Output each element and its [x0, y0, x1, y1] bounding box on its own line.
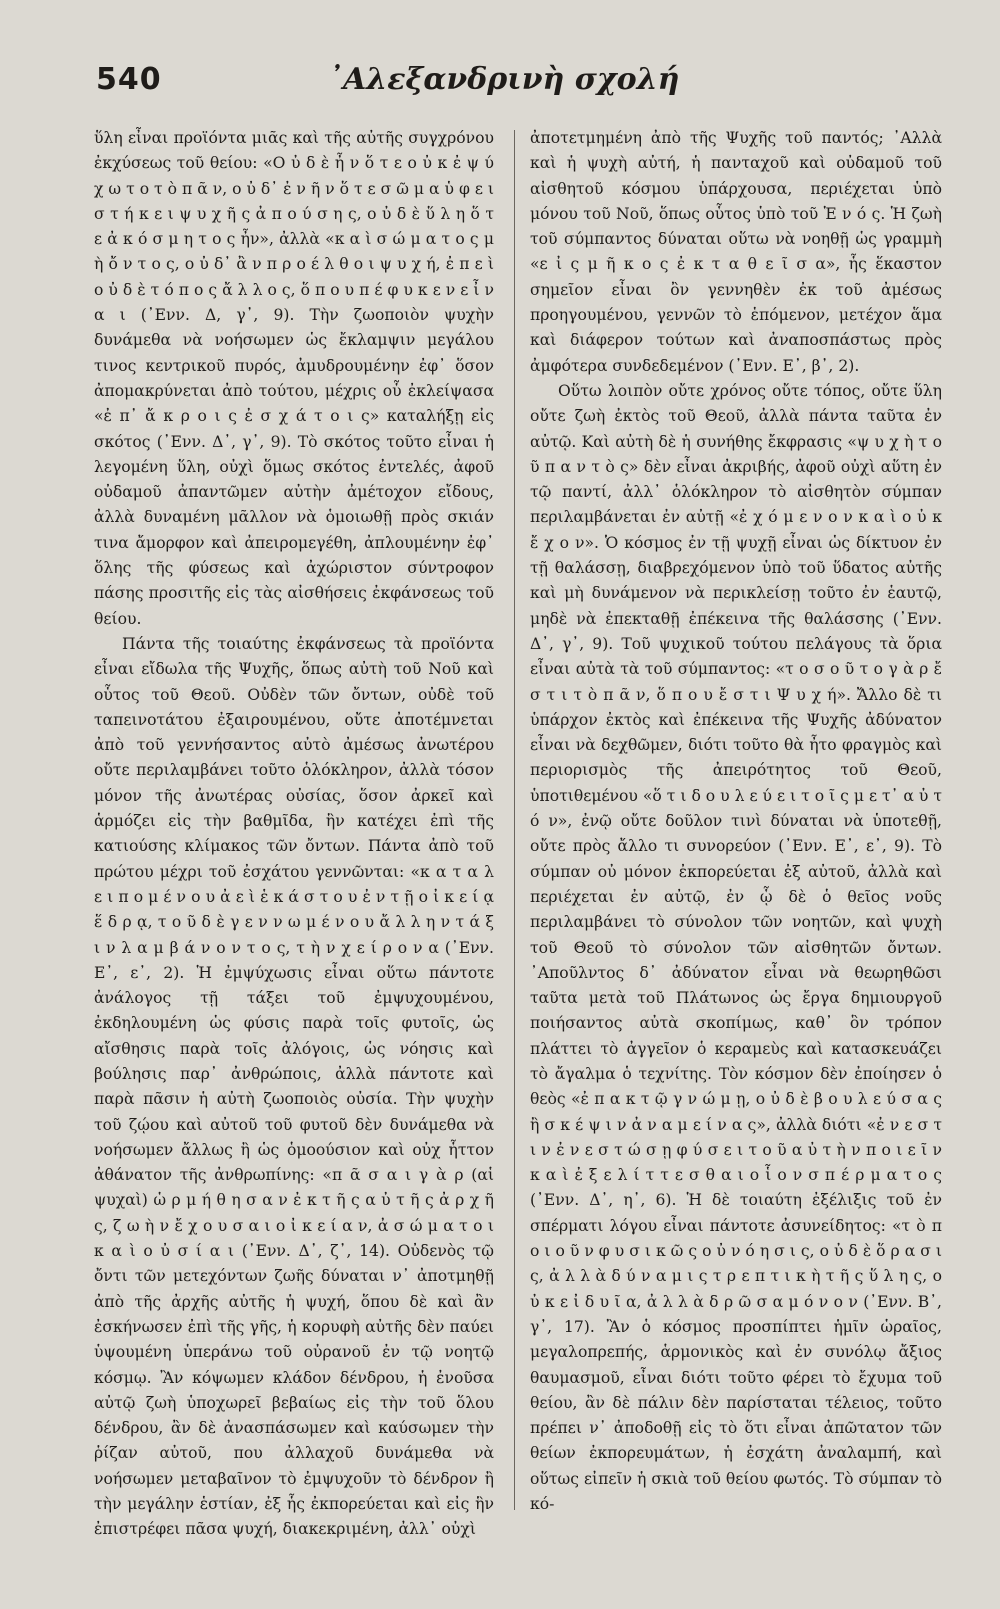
running-head: ᾽Αλεξανδρινὴ σχολή	[328, 62, 680, 97]
right-paragraph-2: Οὕτω λοιπὸν οὔτε χρόνος οὔτε τόπος, οὔτε ὕλη οὔτε ζωὴ ἐκτὸς τοῦ Θεοῦ, ἀλλὰ πάντα ταῦτα ἐν αὐτῷ. Καὶ αὐτὴ δὲ ἡ συνήθης ἔκφρασις «ψ υ χ ὴ τ ο ῦ π α ν τ ὸ ς» δὲν εἶναι ἀκριβής, ἀφοῦ οὐχὶ αὕτη ἐν τῷ παντί, ἀλλ᾽ ὁλόκληρον τὸ αἰσθητὸν σύμπαν περιλαμβάνεται ἐν αὐτῇ «ἐ χ ό μ ε ν ο ν κ α ὶ ο ὐ κ ἔ χ ο ν». Ὁ κόσμος ἐν τῇ ψυχῇ εἶναι ὡς δίκτυον ἐν τῇ θαλάσσῃ, διαβρεχόμενον ὑπὸ τοῦ ὕδατος αὐτῆς καὶ μὴ δυνάμενον νὰ περικλείσῃ τοῦτο ἐν ἑαυτῷ, μηδὲ νὰ ἐπεκταθῇ ἐπέκεινα τῆς θαλάσσης (᾽Ενν. Δ᾽, γ᾽, 9). Τοῦ ψυχικοῦ τούτου πελάγους τὰ ὅρια εἶναι αὐτὰ τὰ τοῦ σύμπαντος: «τ ο σ ο ῦ τ ο γ ὰ ρ ἔ σ τ ι τ ὸ π ᾶ ν, ὅ π ο υ ἔ σ τ ι Ψ υ χ ή». Ἄλλο δὲ τι ὑπάρχον ἐκτὸς καὶ ἐπέκεινα τῆς Ψυχῆς ἀδύνατον εἶναι νὰ δεχθῶμεν, διότι τοῦτο θὰ ἦτο φραγμὸς καὶ περιορισμὸς τῆς ἀπειρότητος τοῦ Θεοῦ, ὑποτιθεμένου «ὅ τ ι δ ο υ λ ε ύ ε ι τ ο ῖ ς μ ε τ᾽ α ὐ τ ό ν», ἐνῷ οὔτε δοῦλον τινὶ δύναται νὰ ὑποτεθῇ, οὔτε πρὸς ἄλλο τι συνορεύον (᾽Ενν. Ε᾽, ε᾽, 9). Τὸ σύμπαν οὐ μόνον ἐκπορεύεται ἐξ αὐτοῦ, ἀλλὰ καὶ περιέχεται ἐν αὐτῷ, ἐν ᾧ δὲ ὁ θεῖος νοῦς περιλαμβάνει τὸ σύνολον τῶν νοητῶν, καὶ ψυχὴ τοῦ Θεοῦ τὸ σύνολον τῶν αἰσθητῶν ὄντων. ᾽Αποῦλντος δ᾽ ἀδύνατον εἶναι νὰ θεωρηθῶσι ταῦτα μετὰ τοῦ Πλάτωνος ὡς ἔργα δημιουργοῦ ποιήσαντος αὐτὰ σκοπίμως, καθ᾽ ὃν τρόπον πλάττει τὸ ἀγγεῖον ὁ κεραμεὺς καὶ κατασκευάζει τὸ ἄγαλμα ὁ τεχνίτης. Τὸν κόσμον δὲν ἐποίησεν ὁ θεὸς «ἐ π α κ τ ῷ γ ν ώ μ ῃ, ο ὐ δ ὲ β ο υ λ ε ύ σ α ς ἢ σ κ έ ψ ι ν ἀ ν α μ ε ί ν α ς», ἀλλὰ διότι «ἐ ν ε σ τ ι ν ἐ ν ε σ τ ώ σ ῃ φ ύ σ ε ι τ ο ῦ α ὐ τ ὴ ν π ο ι ε ῖ ν κ α ὶ ἐ ξ ε λ ί τ τ ε σ θ α ι ο ἷ ο ν σ π έ ρ μ α τ ο ς (᾽Ενν. Δ᾽, η᾽, 6). Ἡ δὲ τοιαύτη ἐξέλιξις τοῦ ἐν σπέρματι λόγου εἶναι πάντοτε ἀσυνείδητος: «τ ὸ π ο ι ο ῦ ν φ υ σ ι κ ῶ ς ο ὐ ν ό η σ ι ς, ο ὐ δ ὲ ὅ ρ α σ ι ς, ἀ λ λ ὰ δ ύ ν α μ ι ς τ ρ ε π τ ι κ ὴ τ ῆ ς ὕ λ η ς, ο ὐ κ ε ἰ δ υ ῖ α, ἀ λ λ ὰ δ ρ ῶ σ α μ ό ν ο ν (᾽Ενν. Β᾽, γ᾽, 17). Ἂν ὁ κόσμος προσπίπτει ἡμῖν ὡραῖος, μεγαλοπρεπής, ἁρμονικὸς καὶ ἐν συνόλῳ ἄξιος θαυμασμοῦ, εἶναι διότι τοῦτο φέρει τὸ ἔχυμα τοῦ θείου, ἂν δὲ πάλιν δὲν παρίσταται τέλειος, τοῦτο πρέπει ν᾽ ἀποδοθῇ εἰς τὸ ὅτι εἶναι ἀπῶτατον τῶν θείων ἐκπορευμάτων, ἡ ἐσχάτη ἀναλαμπή, καὶ οὕτως εἰπεῖν ἡ σκιὰ τοῦ θείου φωτός. Τὸ σύμπαν τὸ κό-	[530, 381, 942, 1514]
right-paragraph-1: ἀποτετμημένη ἀπὸ τῆς Ψυχῆς τοῦ παντός; ᾽Αλλὰ καὶ ἡ ψυχὴ αὐτή, ἡ πανταχοῦ καὶ οὐδαμοῦ τοῦ αἰσθητοῦ κόσμου ὑπάρχουσα, περιέχεται ὑπὸ μόνου τοῦ Νοῦ, ὅπως οὗτος ὑπὸ τοῦ Ἑ ν ό ς. Ἡ ζωὴ τοῦ σύμπαντος δύναται οὕτω νὰ νοηθῇ ὡς γραμμὴ «ε ἰ ς μ ῆ κ ο ς ἐ κ τ α θ ε ῖ σ α», ἧς ἕκαστον σημεῖον εἶναι ὂν γεννηθὲν ἐκ τοῦ ἀμέσως προηγουμένου, γεννῶν τὸ ἑπόμενον, μετέχον ἅμα καὶ διάφερον τούτων καὶ ἀναποσπάστως πρὸς ἀμφότερα συνδεδεμένον (᾽Ενν. Ε᾽, β᾽, 2).	[530, 129, 942, 375]
column-divider	[514, 130, 515, 1510]
left-paragraph-1: ὕλη εἶναι προϊόντα μιᾶς καὶ τῆς αὐτῆς συγχρόνου ἐκχύσεως τοῦ θείου: «Ο ὐ δ ὲ ἦ ν ὅ τ ε ο ὐ κ ἐ ψ ύ χ ω τ ο τ ὸ π ᾶ ν, ο ὐ δ᾽ ἐ ν ῆ ν ὅ τ ε σ ῶ μ α ὑ φ ε ι σ τ ή κ ε ι ψ υ χ ῆ ς ἀ π ο ύ σ η ς, ο ὐ δ ὲ ὕ λ η ὅ τ ε ἀ κ ό σ μ η τ ο ς ἦν», ἀλλὰ «κ α ὶ σ ώ μ α τ ο ς μ ὴ ὄ ν τ ο ς, ο ὐ δ᾽ ἂ ν π ρ ο έ λ θ ο ι ψ υ χ ή, ἐ π ε ὶ ο ὐ δ ὲ τ ό π ο ς ἄ λ λ ο ς, ὅ π ο υ π έ φ υ κ ε ν ε ἶ ν α ι (᾽Ενν. Δ, γ᾽, 9). Τὴν ζωοποιὸν ψυχὴν δυνάμεθα νὰ νοήσωμεν ὡς ἔκλαμψιν μεγάλου τινος κεντρικοῦ πυρός, ἀμυδρουμένην ἐφ᾽ ὅσον ἀπομακρύνεται ἀπὸ τούτου, μέχρις οὗ ἐκλείψασα «ἐ π᾽ ἄ κ ρ ο ι ς ἐ σ χ ά τ ο ι ς» καταλήξῃ εἰς σκότος (᾽Ενν. Δ᾽, γ᾽, 9). Τὸ σκότος τοῦτο εἶναι ἡ λεγομένη ὕλη, οὐχὶ ὅμως σκότος ἐντελές, ἀφοῦ οὐδαμοῦ ἀπαντῶμεν αὐτὴν ἀμέτοχον εἴδους, ἀλλὰ δυναμένη μᾶλλον νὰ ὁμοιωθῇ πρὸς σκιάν τινα ἄμορφον καὶ ἀπειρομεγέθη, ἀπλουμένην ἐφ᾽ ὅλης τῆς φύσεως καὶ ἀχώριστον σύντροφον πάσης προσιτῆς εἰς τὰς αἰσθήσεις ἐκφάνσεως τοῦ θείου.	[94, 129, 494, 628]
left-paragraph-2: Πάντα τῆς τοιαύτης ἐκφάνσεως τὰ προϊόντα εἶναι εἴδωλα τῆς Ψυχῆς, ὅπως αὐτὴ τοῦ Νοῦ καὶ οὗτος τοῦ Θεοῦ. Οὐδὲν τῶν ὄντων, οὐδὲ τοῦ ταπεινοτάτου ἐξαιρουμένου, οὔτε ἀποτέμνεται ἀπὸ τοῦ γεννήσαντος αὐτὸ ἀμέσως ἀνωτέρου οὔτε περιλαμβάνει τοῦτο ὁλόκληρον, ἀλλὰ τόσον μόνον τῆς ἀνωτέρας οὐσίας, ὅσον ἀρκεῖ καὶ ἁρμόζει εἰς τὴν βαθμῖδα, ἣν κατέχει ἐπὶ τῆς κατιούσης κλίμακος τῶν ὄντων. Πάντα ἀπὸ τοῦ πρώτου μέχρι τοῦ ἐσχάτου γεννῶνται: «κ α τ α λ ε ι π ο μ έ ν ο υ ἀ ε ὶ ἑ κ ά σ τ ο υ ἐ ν τ ῇ ο ἰ κ ε ί ᾳ ἕ δ ρ ᾳ, τ ο ῦ δ ὲ γ ε ν ν ω μ έ ν ο υ ἄ λ λ η ν τ ά ξ ι ν λ α μ β ά ν ο ν τ ο ς, τ ὴ ν χ ε ί ρ ο ν α (᾽Ενν. Ε᾽, ε᾽, 2). Ἡ ἐμψύχωσις εἶναι οὕτω πάντοτε ἀνάλογος τῇ τάξει τοῦ ἐμψυχουμένου, ἐκδηλουμένη ὡς φύσις παρὰ τοῖς φυτοῖς, ὡς αἴσθησις παρὰ τοῖς ἀλόγοις, ὡς νόησις καὶ βούλησις παρ᾽ ἀνθρώποις, ἀλλὰ πάντοτε καὶ παρὰ πᾶσιν ἡ αὐτὴ ζωοποιὸς οὐσία. Τὴν ψυχὴν τοῦ ζῴου καὶ αὐτοῦ τοῦ φυτοῦ δὲν δυνάμεθα νὰ νοήσωμεν ἄλλως ἢ ὡς ὁμοούσιον καὶ οὐχ ἧττον ἀθάνατον τῆς ἀνθρωπίνης: «π ᾶ σ α ι γ ὰ ρ (αἱ ψυχαὶ) ὡ ρ μ ή θ η σ α ν ἐ κ τ ῆ ς α ὐ τ ῆ ς ἀ ρ χ ῆ ς, ζ ω ὴ ν ἔ χ ο υ σ α ι ο ἰ κ ε ί α ν, ἀ σ ώ μ α τ ο ι κ α ὶ ο ὐ σ ί α ι (᾽Ενν. Δ᾽, ζ᾽, 14). Οὐδενὸς τῷ ὄντι τῶν μετεχόντων ζωῆς δύναται ν᾽ ἀποτμηθῇ ἀπὸ τῆς ἀρχῆς αὐτῆς ἡ ψυχή, ὅπου δὲ καὶ ἂν ἐσκήνωσεν ἐπὶ τῆς γῆς, ἡ κορυφὴ αὐτῆς δὲν παύει ὑψουμένη ὑπεράνω τοῦ οὐρανοῦ ἐν τῷ νοητῷ κόσμῳ. Ἂν κόψωμεν κλάδον δένδρου, ἡ ἐνοῦσα αὐτῷ ζωὴ ὑποχωρεῖ βεβαίως εἰς τὴν τοῦ ὅλου δένδρου, ἂν δὲ ἀνασπάσωμεν καὶ καύσωμεν τὴν ῥίζαν αὐτοῦ, που ἀλλαχοῦ δυνάμεθα νὰ νοήσωμεν μεταβαῖνον τὸ ἐμψυχοῦν τὸ δένδρον ἢ τὴν μεγάλην ἑστίαν, ἐξ ἧς ἐκπορεύεται καὶ εἰς ἣν ἐπιστρέφει πᾶσα ψυχή, διακεκριμένη, ἀλλ᾽ οὐχὶ	[94, 634, 494, 1539]
right-column	[530, 126, 942, 1517]
page-header	[96, 62, 940, 102]
page-number: 540	[96, 62, 162, 97]
left-column	[94, 126, 494, 1543]
